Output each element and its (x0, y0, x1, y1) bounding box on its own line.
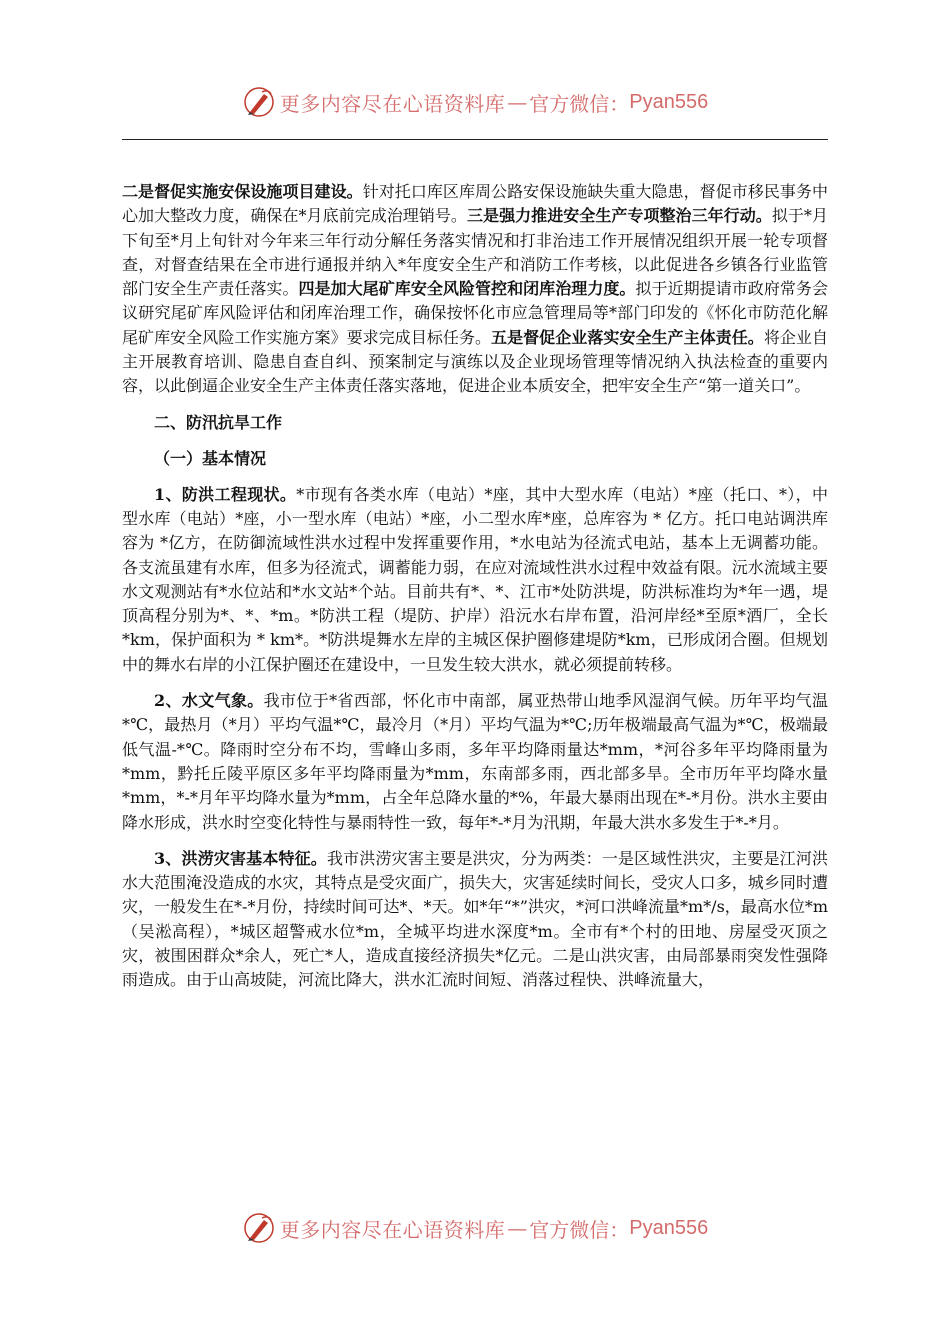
watermark-wechat-label: 官方微信： (529, 91, 630, 116)
bold-lead: 四是加大尾矿库安全风险管控和闭库治理力度。 (298, 279, 636, 299)
paragraph-text: 拟于*月下旬至*月上旬针对今年来三年行动分解任务落实情况和打非治违工作开展情况组织开展一轮专项督查，对督查结果在全市进行通报并纳入*年度安全生产和消防工作考核，以此促进各乡镇各行业监管部门安全生产责任落实。 (122, 206, 828, 299)
bold-lead: 二是督促实施安保设施项目建设。 (122, 182, 363, 201)
subsection-heading: （一）基本情况 (154, 448, 267, 468)
header-watermark (0, 82, 950, 122)
paragraph-text: 针对托口库区库周公路安保设施缺失重大隐患，督促市移民事务中心加大整改力度，确保在*月底前完成治理销号。 (122, 182, 828, 226)
paragraph-title: 2、水文气象。 (154, 691, 264, 711)
pen-logo-icon (242, 1211, 276, 1245)
paragraph-flood-works (122, 483, 828, 677)
bold-lead: 三是强力推进安全生产专项整治三年行动。 (466, 206, 772, 226)
bold-lead: 五是督促企业落实安全生产主体责任。 (491, 327, 764, 347)
watermark-wechat-label: 官方微信： (529, 1217, 630, 1242)
watermark-text: 更多内容尽在心语资料库 (279, 91, 506, 116)
section-heading: 二、防汛抗旱工作 (154, 412, 283, 432)
watermark-wechat-id: Pyan556 (629, 90, 709, 113)
paragraph-tasks (122, 180, 828, 399)
paragraph-text: 拟于近期提请市政府常务会议研究尾矿库风险评估和闭库治理工作，确保按怀化市应急管理局等*部门印发的《怀化市防范化解尾矿库安全风险工作实施方案》要求完成目标任务。 (122, 279, 828, 347)
paragraph-text: 我市位于*省西部，怀化市中南部，属亚热带山地季风湿润气候。历年平均气温*℃，最热月（*月）平均气温*℃，最冷月（*月）平均气温为*℃;历年极端最高气温为*℃，极端最低气温-*℃。降雨时空分布不均，雪峰山多雨，多年平均降雨量达*mm，*河谷多年平均降雨量为*mm，黔托丘陵平原区多年平均降雨量为*mm，东南部多雨，西北部多旱。全市历年平均降水量*mm，*-*月年平均降水量为*mm，占全年总降水量的*%，年最大暴雨出现在*-*月份。洪水主要由降水形成，洪水时空变化特性与暴雨特性一致，每年*-*月为汛期，年最大洪水多发生于*-*月。 (122, 691, 828, 832)
paragraph-text: 将企业自主开展教育培训、隐患自查自纠、预案制定与演练以及企业现场管理等情况纳入执法检查的重要内容，以此倒逼企业安全生产主体责任落实落地，促进企业本质安全，把牢安全生产“第一道关口”。 (122, 327, 828, 396)
paragraph-text: 我市洪涝灾害主要是洪灾，分为两类：一是区域性洪灾，主要是江河洪水大范围淹没造成的水灾，其特点是受灾面广，损失大，灾害延续时间长，受灾人口多，城乡同时遭灾，一般发生在*-*月份，持续时间可达*、*天。如*年“*”洪灾，*河口洪峰流量*m*/s，最高水位*m（吴淞高程），*城区超警戒水位*m，全城平均进水深度*m。全市有*个村的田地、房屋受灭顶之灾，被围困群众*余人，死亡*人，造成直接经济损失*亿元。二是山洪灾害，由局部暴雨突发性强降雨造成。由于山高坡陡，河流比降大，洪水汇流时间短、消落过程快、洪峰流量大， (122, 848, 828, 990)
watermark-wechat-id: Pyan556 (629, 1216, 709, 1239)
paragraph-flood-features (122, 847, 828, 993)
pen-logo-icon (242, 85, 276, 119)
footer-watermark (0, 1208, 950, 1248)
watermark-dash: — (507, 90, 528, 114)
watermark-dash: — (507, 1216, 528, 1240)
paragraph-title: 3、洪涝灾害基本特征。 (154, 848, 327, 868)
paragraph-title: 1、防洪工程现状。 (154, 484, 297, 504)
paragraph-text: *市现有各类水库（电站）*座，其中大型水库（电站）*座（托口、*），中型水库（电站）*座，小一型水库（电站）*座，小二型水库*座，总库容为 * 亿方。托口电站调洪库容为 *亿方，在防御流域性洪水过程中发挥重要作用，*水电站为径流式电站，基本上无调蓄功能。各支流虽建有水库，但多为径流式，调蓄能力弱，在应对流域性洪水过程中效益有限。沅水流域主要水文观测站有*水位站和*水文站*个站。目前共有*、*、江市*处防洪堤，防洪标准均为*年一遇，堤顶高程分别为*、*、*m。*防洪工程（堤防、护岸）沿沅水右岸布置，沿河岸经*至原*酒厂，全长*km，保护面积为 * km*。*防洪堤舞水左岸的主城区保护圈修建堤防*km，已形成闭合圈。但规划中的舞水右岸的小江保护圈还在建设中，一旦发生较大洪水，就必须提前转移。 (122, 484, 828, 674)
header-rule (122, 139, 828, 140)
paragraph-hydrology (122, 689, 828, 835)
watermark-text: 更多内容尽在心语资料库 (279, 1217, 506, 1242)
document-body (122, 180, 828, 993)
